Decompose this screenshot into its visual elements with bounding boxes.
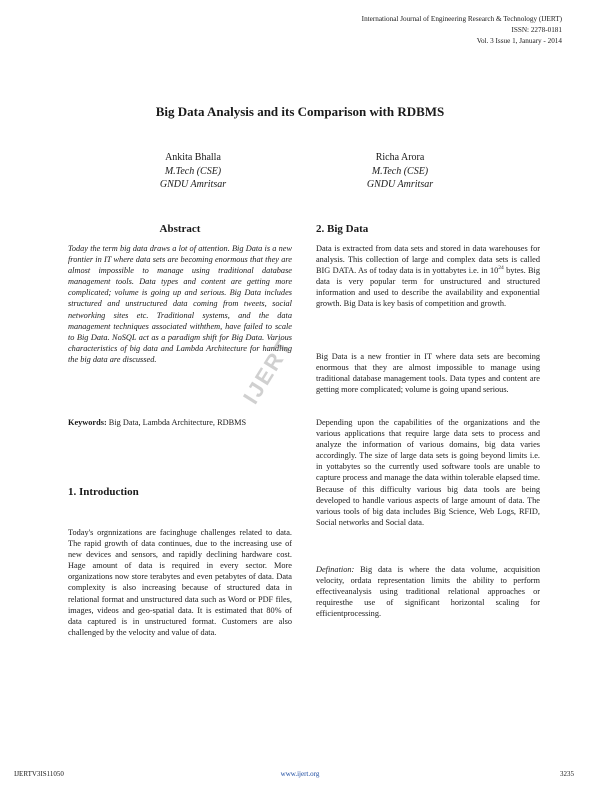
author-degree: M.Tech (CSE) [371,165,429,177]
footer-website-link[interactable]: www.ijert.org [280,770,320,778]
definition-label: Defination: [316,565,355,574]
watermark: IJERT [238,333,298,409]
author-name: Richa Arora [375,152,425,163]
bigdata-paragraph-3: Depending upon the capabilities of the organizations and the various applications that require large data sets to process and analyze the information of various domains, big data varies accordingly. The size of large data sets is going beyond limits i.e. in yottabytes so the currently used software tools are unable to capture process and manage the data within tolerable elapsed time. Because of this difficulty various big data tools are being developed to handle various aspects of large amount of data. The various tools of big data includes Big Science, Web Logs, RFID, Social networks and Social data. [316,418,540,527]
author-degree: M.Tech (CSE) [164,165,222,177]
bigdata-paragraph-2: Big Data is a new frontier in IT where data sets are becoming enormous that they are almost impossible to manage using traditional database management tools. Data types and content are getting more complicated; volume is going upand serious. [316,352,540,395]
journal-issn: ISSN: 2278-0181 [511,26,562,35]
journal-header [362,14,562,48]
author-name: Ankita Bhalla [165,152,221,163]
author-affiliation: GNDU Amritsar [159,179,227,190]
author-block-1 [103,151,283,192]
footer-paper-id: IJERTV3IS11050 [14,770,64,778]
paper-title: Big Data Analysis and its Comparison with RDBMS [155,104,445,119]
author-block-2 [310,151,490,192]
definition-paragraph [316,564,540,619]
introduction-heading: 1. Introduction [68,486,139,498]
footer-page-number: 3235 [560,770,574,778]
bigdata-p1-superscript: 24 [498,265,504,272]
bigdata-p1-part-a: Data is extracted from data sets and stored in data warehouses for analysis. This collection of large and complex data sets is called BIG DATA. As of today data is in yottabytes i.e. in 10 [316,244,540,276]
bigdata-heading: 2. Big Data [316,223,369,235]
keywords-text: Big Data, Lambda Architecture, RDBMS [108,418,247,427]
author-affiliation: GNDU Amritsar [366,179,434,190]
keywords-line [68,417,292,428]
journal-volume: Vol. 3 Issue 1, January - 2014 [476,37,562,46]
bigdata-p1-part-b: bytes. Big data is very popular term for unstructured and structured information and used to describe the availability and exponential growth. Big Data is key basis of competition and growth. [316,266,540,309]
abstract-text: Today the term big data draws a lot of attention. Big Data is a new frontier in IT where data sets are becoming enormous that they are almost impossible to manage using traditional database management tools. Data types and content are getting more complicated; volume is going up and serious. Big Data includes structured and unstructured data coming from tweets, social networking sites etc. Traditional systems, and the data management techniques associated withthem, have failed to scale to Big Data. NoSQL act as a paradigm shift for Big Data. Various characteristics of big data and Lambda Architecture for handling the big data are discussed. [68,244,292,364]
definition-text: Big data is where the data volume, acquisition velocity, ordata representation limits the ability to perform effectiveanalysis using traditional relational approaches or requiresthe use of significant horizontal scaling for efficientprocessing. [316,565,540,619]
bigdata-paragraph-1 [316,243,540,310]
abstract-heading: Abstract [159,223,201,235]
keywords-label: Keywords: [68,418,107,427]
introduction-text: Today's orgnnizations are facinghuge challenges related to data. The rapid growth of data continues, due to the increasing use of new devices and sensors, and rapidly declining hardware cost. Hage amount of data is required in every sector. More organizations now store terabytes and even petabytes of data. Data complexity is also increasing because of structured data in relational format and unstructured data such as Word or PDF files, images, videos and geo-spatial data. It is estimated that 80% of data captured is in unstructured format. Customers are also challenged by the velocity and value of data. [68,528,292,637]
journal-name: International Journal of Engineering Research & Technology (IJERT) [361,15,562,23]
